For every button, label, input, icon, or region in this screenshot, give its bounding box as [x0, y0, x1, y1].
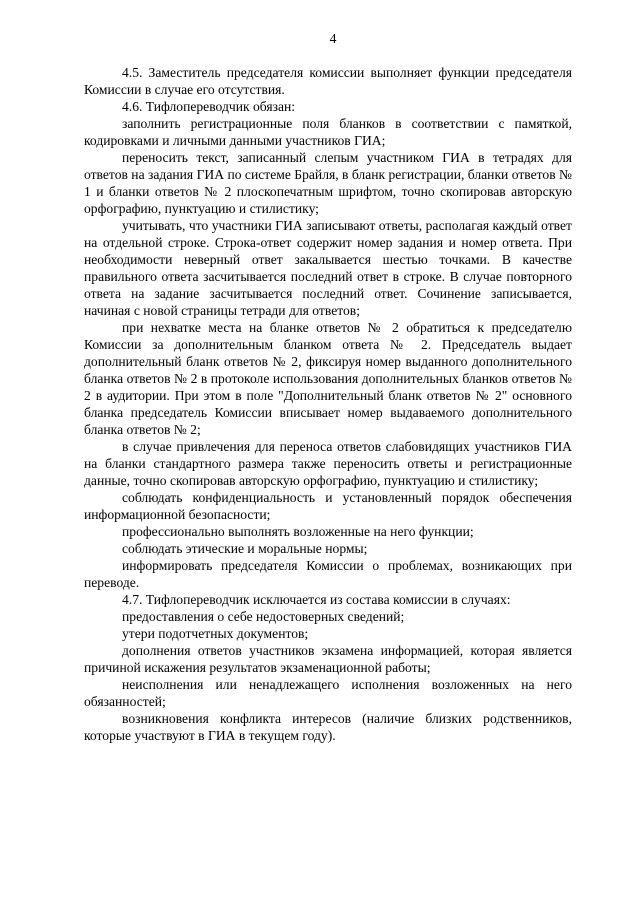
duty-low-vision: в случае привлечения для переноса ответов слабовидящих участников ГИА на бланки стандартного размера также переносить ответы и регистрационные данные, точно скопировав авторскую орфографию, пунктуацию и стилистику;: [84, 439, 572, 488]
paragraph-4-7-heading: 4.7. Тифлопереводчик исключается из состава комиссии в случаях:: [122, 592, 511, 607]
duty-transfer-text: переносить текст, записанный слепым участником ГИА в тетрадях для ответов на задания ГИА по системе Брайля, в бланк регистрации, бланки ответов № 1 и бланки ответов № 2 плоскопечатным шрифтом, точно скопировав авторскую орфографию, пунктуацию и стилистику;: [84, 150, 573, 216]
duty-ethics: соблюдать этические и моральные нормы;: [122, 541, 368, 556]
duty-fill-registration: заполнить регистрационные поля бланков в соответствии с памяткой, кодировками и личными данными участников ГИА;: [84, 116, 572, 148]
duty-answer-rules: учитывать, что участники ГИА записывают ответы, располагая каждый ответ на отдельной строке. Строка-ответ содержит номер задания и номер ответа. При необходимости неверный ответ закалывается шестью точками. В качестве правильного ответа засчитывается последний ответ в строке. В случае повторного ответа на задание засчитывается последний ответ. Сочинение записывается, начиная с новой страницы тетради для ответов;: [84, 218, 572, 318]
duty-additional-form: при нехватке места на бланке ответов № 2 обратиться к председателю Комиссии за дополнительным бланком ответа № 2. Председатель выдает дополнительный бланк ответов № 2, фиксируя номер выданного дополнительного бланка ответов № 2 в протоколе использования дополнительных бланков ответов № 2 в аудитории. При этом в поле "Дополнительный бланк ответов № 2" основного бланка председатель Комиссии вписывает номер выдаваемого дополнительного бланка ответов № 2;: [84, 320, 572, 437]
page-number: 4: [329, 31, 337, 46]
exclusion-non-performance: неисполнения или ненадлежащего исполнения возложенных на него обязанностей;: [84, 677, 572, 709]
duty-professional: профессионально выполнять возложенные на него функции;: [122, 524, 474, 539]
exclusion-false-info: предоставления о себе недостоверных сведений;: [122, 609, 405, 624]
duty-confidentiality: соблюдать конфиденциальность и установленный порядок обеспечения информационной безопасности;: [84, 490, 572, 522]
paragraph-4-5: 4.5. Заместитель председателя комиссии выполняет функции председателя Комиссии в случае его отсутствия.: [84, 65, 572, 97]
duty-inform: информировать председателя Комиссии о проблемах, возникающих при переводе.: [84, 558, 572, 590]
exclusion-answer-addition: дополнения ответов участников экзамена информацией, которая является причиной искажения результатов экзаменационной работы;: [84, 643, 572, 675]
exclusion-lost-documents: утери подотчетных документов;: [122, 626, 309, 641]
paragraph-4-6-heading: 4.6. Тифлопереводчик обязан:: [122, 99, 296, 114]
exclusion-conflict-interest: возникновения конфликта интересов (наличие близких родственников, которые участвуют в ГИА в текущем году).: [84, 711, 572, 743]
document-page: [84, 30, 572, 744]
